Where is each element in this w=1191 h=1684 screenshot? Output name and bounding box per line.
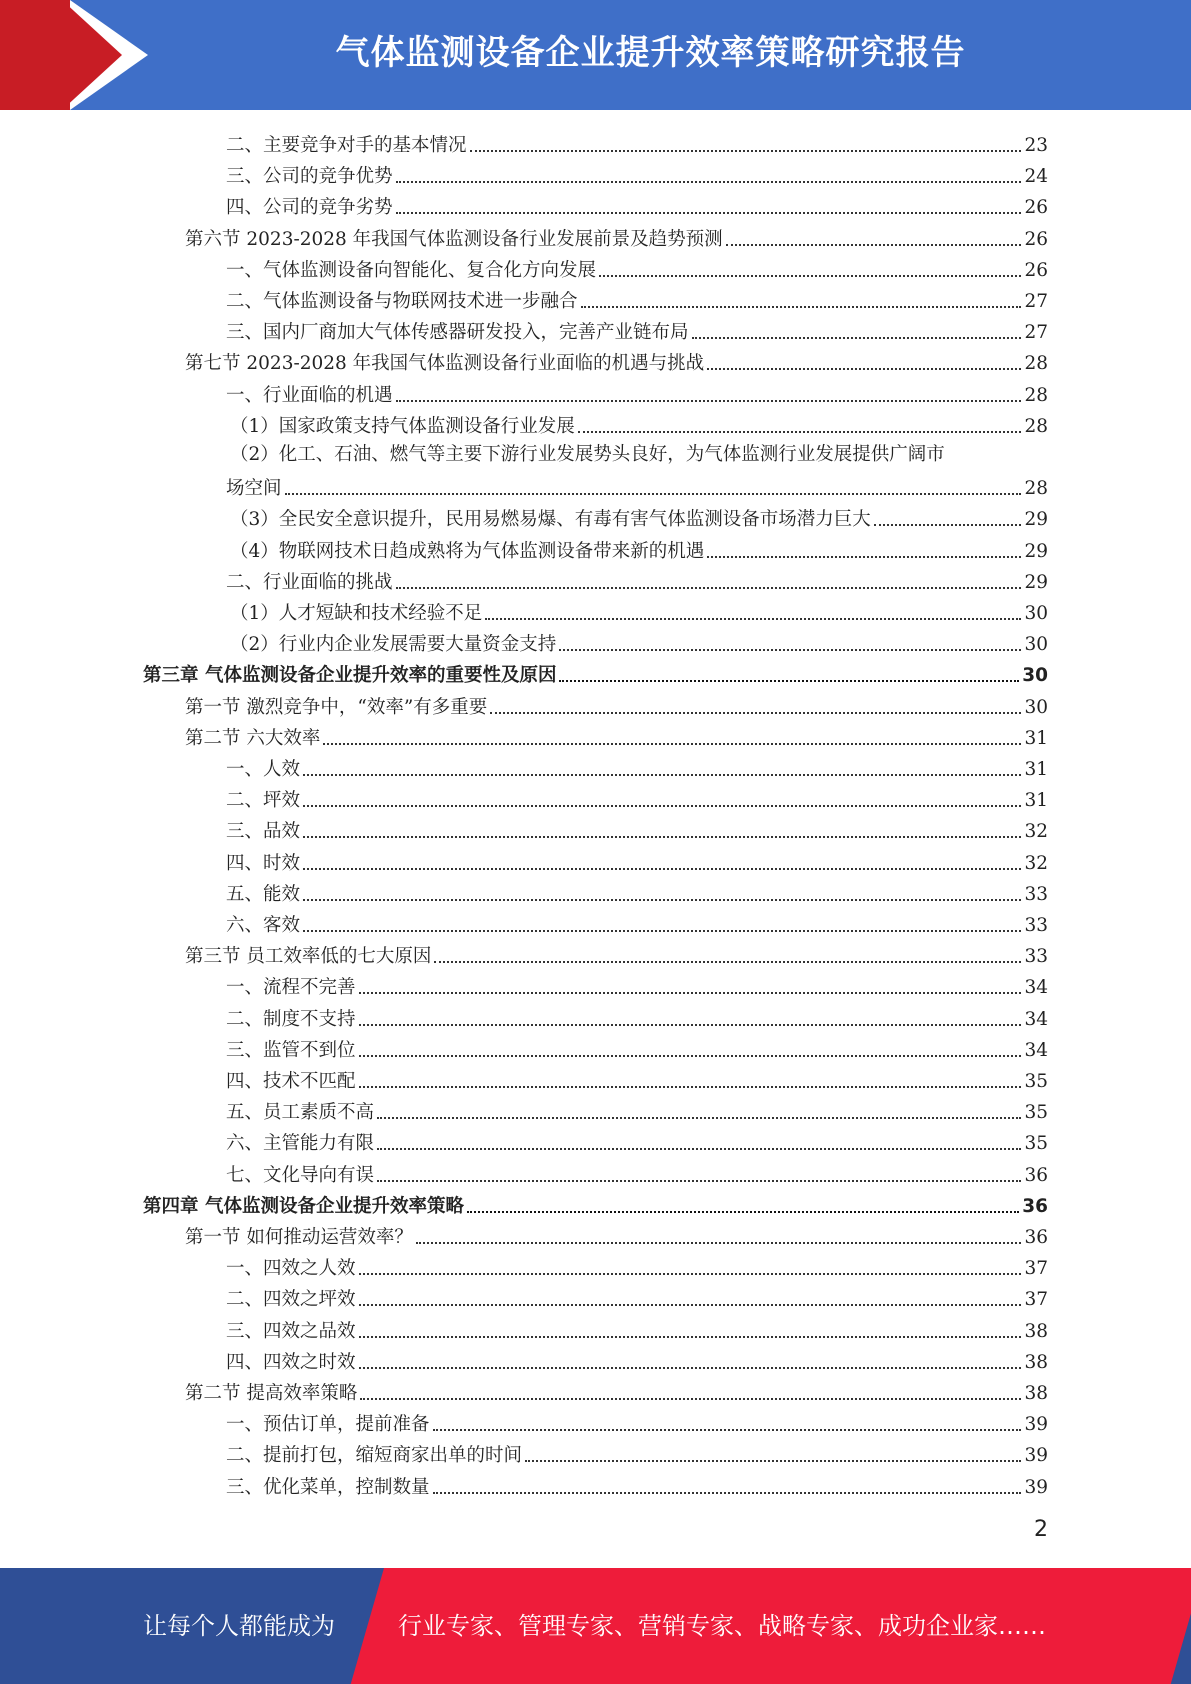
toc-page-number: 36: [1024, 1164, 1048, 1186]
toc-page-number: 27: [1024, 291, 1048, 312]
toc-entry-text: 六、主管能力有限: [226, 1133, 375, 1155]
toc-leader-dots: [303, 899, 1021, 901]
toc-leader-dots: [303, 836, 1021, 838]
toc-leader-dots: [396, 212, 1022, 214]
toc-chapter[interactable]: [143, 1188, 1048, 1219]
toc-entry[interactable]: [226, 283, 1048, 314]
toc-entry-text: 四、技术不匹配: [226, 1071, 356, 1092]
toc-page-number: 37: [1024, 1258, 1048, 1280]
toc-entry-text: 一、人效: [226, 759, 301, 780]
toc-page-number: 35: [1024, 1071, 1048, 1092]
toc-entry-text: 第一节 如何推动运营效率？: [185, 1227, 413, 1248]
toc-page-number: 39: [1024, 1476, 1048, 1498]
toc-entry[interactable]: [185, 345, 1048, 376]
toc-entry-text: （3）全民安全意识提升，民用易燃易爆、有毒有害气体监测设备市场潜力巨大: [230, 509, 871, 531]
header-red-chevron: [62, 0, 122, 110]
toc-entry-text: 一、四效之人效: [226, 1258, 356, 1280]
toc-leader-dots: [726, 244, 1022, 246]
toc-entry[interactable]: [185, 1375, 1048, 1406]
toc-leader-dots: [285, 493, 1022, 495]
toc-entry[interactable]: [226, 782, 1048, 813]
toc-leader-dots: [470, 150, 1022, 152]
toc-entry-text: 七、文化导向有误: [226, 1164, 375, 1186]
toc-leader-dots: [416, 1242, 1022, 1244]
toc-entry[interactable]: [226, 845, 1048, 876]
toc-page-number: 35: [1024, 1133, 1048, 1155]
toc-entry[interactable]: [185, 1219, 1048, 1250]
toc-page-number: 28: [1024, 384, 1048, 406]
page-number: 2: [1034, 1517, 1048, 1542]
toc-entry-text: 二、提前打包，缩短商家出单的时间: [226, 1445, 523, 1467]
toc-entry[interactable]: [226, 876, 1048, 907]
toc-entry[interactable]: [226, 1094, 1048, 1125]
toc-entry-text: 三、优化菜单，控制数量: [226, 1476, 430, 1498]
toc-page-number: 34: [1024, 977, 1048, 999]
toc-page-number: 31: [1024, 790, 1048, 812]
toc-entry[interactable]: [226, 1250, 1048, 1281]
toc-entry-text: 二、主要竞争对手的基本情况: [226, 135, 467, 156]
toc-entry-text: 第四章 气体监测设备企业提升效率策略: [143, 1195, 464, 1217]
toc-leader-dots: [359, 992, 1022, 994]
toc-entry-text: 二、坪效: [226, 790, 301, 812]
toc-page-number: 39: [1024, 1414, 1048, 1436]
toc-leader-dots: [377, 1117, 1021, 1119]
toc-leader-dots: [599, 275, 1021, 277]
toc-entry[interactable]: [226, 1063, 1048, 1094]
toc-entry[interactable]: [230, 626, 1048, 657]
toc-leader-dots: [396, 181, 1022, 183]
toc-entry-text: （2）行业内企业发展需要大量资金支持: [230, 634, 557, 656]
toc-page-number: 27: [1024, 322, 1048, 344]
toc-entry[interactable]: [230, 408, 1048, 439]
toc-leader-dots: [396, 400, 1022, 402]
toc-entry-text: 第七节 2023-2028 年我国气体监测设备行业面临的机遇与挑战: [185, 353, 705, 375]
toc-entry[interactable]: [226, 1344, 1048, 1375]
toc-entry[interactable]: [226, 1001, 1048, 1032]
toc-page-number: 26: [1024, 228, 1048, 250]
toc-entry-text: （1）人才短缺和技术经验不足: [230, 603, 483, 624]
toc-page-number: 32: [1024, 821, 1048, 843]
toc-page-number: 28: [1024, 478, 1048, 500]
toc-entry[interactable]: [226, 377, 1048, 408]
toc-entry[interactable]: [185, 720, 1048, 751]
toc-entry-text: 二、四效之坪效: [226, 1289, 356, 1311]
toc-entry-text: 第二节 提高效率策略: [185, 1383, 358, 1404]
header-red-block: [0, 0, 70, 110]
toc-leader-dots: [377, 1180, 1021, 1182]
toc-leader-dots: [303, 774, 1021, 776]
toc-entry-text: 第二节 六大效率: [185, 727, 321, 749]
toc-leader-dots: [359, 1367, 1022, 1369]
toc-page-number: 26: [1024, 197, 1048, 219]
page-footer: [0, 1568, 1191, 1684]
toc-page-number: 38: [1024, 1320, 1048, 1342]
toc-entry[interactable]: [230, 595, 1048, 626]
toc-entry[interactable]: [226, 127, 1048, 158]
toc-page-number: 38: [1024, 1351, 1048, 1373]
toc-entry-text: 五、员工素质不高: [226, 1102, 375, 1124]
toc-chapter[interactable]: [143, 657, 1048, 688]
toc-entry-text: 三、品效: [226, 821, 301, 843]
toc-entry-text: 一、行业面临的机遇: [226, 384, 393, 406]
toc-entry-text: （4）物联网技术日趋成熟将为气体监测设备带来新的机遇: [230, 540, 705, 562]
toc-leader-dots: [490, 712, 1021, 714]
toc-leader-dots: [303, 805, 1021, 807]
toc-page-number: 28: [1024, 415, 1048, 437]
toc-entry[interactable]: [226, 1157, 1048, 1188]
toc-entry-text: 第三节 员工效率低的七大原因: [185, 946, 432, 968]
toc-entry-text: 四、时效: [226, 852, 301, 874]
toc-entry[interactable]: [185, 689, 1048, 720]
toc-entry[interactable]: [226, 564, 1048, 595]
toc-entry[interactable]: [226, 1406, 1048, 1437]
toc-leader-dots: [433, 1429, 1022, 1431]
toc-entry[interactable]: [226, 751, 1048, 782]
toc-entry[interactable]: [226, 252, 1048, 283]
toc-entry[interactable]: [226, 969, 1048, 1000]
toc-entry-text: 第三章 气体监测设备企业提升效率的重要性及原因: [143, 665, 557, 687]
footer-slogan-left: 让每个人都能成为: [143, 1612, 335, 1640]
toc-page-number: 30: [1024, 634, 1048, 656]
toc-leader-dots: [485, 618, 1021, 620]
toc-leader-dots: [377, 1148, 1021, 1150]
toc-entry-text: 三、四效之品效: [226, 1320, 356, 1342]
toc-entry-text: 六、客效: [226, 915, 301, 936]
toc-leader-dots: [303, 868, 1021, 870]
toc-entry-text: 五、能效: [226, 883, 301, 905]
toc-leader-dots: [525, 1460, 1021, 1462]
toc-entry[interactable]: [230, 533, 1048, 564]
toc-entry-text: 二、气体监测设备与物联网技术进一步融合: [226, 291, 578, 312]
toc-page-number: 30: [1024, 603, 1048, 624]
toc-leader-dots: [467, 1211, 1019, 1213]
toc-entry-text: 四、公司的竞争劣势: [226, 197, 393, 219]
toc-page-number: 23: [1024, 135, 1048, 156]
toc-leader-dots: [359, 1273, 1022, 1275]
toc-entry[interactable]: [226, 1437, 1048, 1468]
toc-entry-text: 二、制度不支持: [226, 1008, 356, 1030]
toc-page-number: 32: [1024, 852, 1048, 874]
toc-entry[interactable]: [226, 1125, 1048, 1156]
toc-leader-dots: [303, 930, 1021, 932]
toc-page-number: 33: [1024, 946, 1048, 968]
toc-leader-dots: [434, 961, 1021, 963]
toc-page-number: 31: [1024, 759, 1048, 780]
toc-leader-dots: [359, 1304, 1022, 1306]
toc-entry-text: 一、预估订单，提前准备: [226, 1414, 430, 1436]
toc-entry-text: 第一节 激烈竞争中，“效率”有多重要: [185, 696, 488, 718]
toc-page-number: 31: [1024, 727, 1048, 749]
toc-page-number: 36: [1024, 1227, 1048, 1248]
toc-page-number: 29: [1024, 540, 1048, 562]
toc-page-number: 30: [1022, 665, 1048, 687]
toc-leader-dots: [692, 337, 1022, 339]
toc-entry[interactable]: [226, 1032, 1048, 1063]
page-header: [0, 0, 1191, 110]
toc-entry-text: 一、流程不完善: [226, 977, 356, 999]
toc-entry[interactable]: [226, 907, 1048, 938]
toc-entry-text: 第六节 2023-2028 年我国气体监测设备行业发展前景及趋势预测: [185, 228, 723, 250]
toc-leader-dots: [359, 1055, 1022, 1057]
toc-entry[interactable]: [226, 158, 1048, 189]
toc-entry-text: 三、监管不到位: [226, 1039, 356, 1061]
toc-leader-dots: [559, 649, 1021, 651]
toc-entry[interactable]: [226, 1469, 1048, 1500]
toc-entry-text: （2）化工、石油、燃气等主要下游行业发展势头良好，为气体监测行业发展提供广阔市: [230, 444, 945, 465]
report-title: 气体监测设备企业提升效率策略研究报告: [335, 33, 966, 73]
toc-page-number: 28: [1024, 353, 1048, 375]
footer-slogan-right: 行业专家、管理专家、营销专家、战略专家、成功企业家……: [398, 1612, 1046, 1640]
toc-leader-dots: [359, 1024, 1022, 1026]
toc-entry[interactable]: [185, 938, 1048, 969]
toc-leader-dots: [874, 524, 1022, 526]
toc-page-number: 26: [1024, 259, 1048, 281]
toc-entry-text: 三、公司的竞争优势: [226, 166, 393, 188]
toc-page-number: 24: [1024, 166, 1048, 188]
toc-entry-text: 三、国内厂商加大气体传感器研发投入，完善产业链布局: [226, 322, 689, 344]
toc-entry[interactable]: [230, 501, 1048, 532]
toc-leader-dots: [707, 556, 1021, 558]
toc-page-number: 34: [1024, 1008, 1048, 1030]
toc-entry[interactable]: [226, 1313, 1048, 1344]
toc-page-number: 37: [1024, 1289, 1048, 1311]
toc-entry[interactable]: [226, 1281, 1048, 1312]
toc-entry[interactable]: [226, 470, 1048, 501]
toc-leader-dots: [396, 587, 1022, 589]
toc-page-number: 33: [1024, 915, 1048, 936]
toc-leader-dots: [360, 1398, 1021, 1400]
toc-leader-dots: [359, 1336, 1022, 1338]
toc-leader-dots: [707, 368, 1021, 370]
toc-entry-text: 一、气体监测设备向智能化、复合化方向发展: [226, 259, 597, 281]
toc-page-number: 36: [1022, 1195, 1048, 1217]
toc-page-number: 29: [1024, 509, 1048, 531]
toc-entry-text: 二、行业面临的挑战: [226, 571, 393, 593]
toc-page-number: 35: [1024, 1102, 1048, 1124]
toc-page-number: 33: [1024, 883, 1048, 905]
toc-entry[interactable]: [226, 314, 1048, 345]
toc-entry[interactable]: [226, 189, 1048, 220]
toc-entry-text: 场空间: [226, 478, 282, 500]
toc-page-number: 38: [1024, 1383, 1048, 1404]
toc-page-number: 39: [1024, 1445, 1048, 1467]
toc-page-number: 29: [1024, 571, 1048, 593]
toc-leader-dots: [359, 1086, 1022, 1088]
toc-leader-dots: [578, 431, 1022, 433]
toc-entry[interactable]: [185, 221, 1048, 252]
toc-entry[interactable]: [226, 813, 1048, 844]
toc-entry-text: （1）国家政策支持气体监测设备行业发展: [230, 415, 575, 437]
toc-leader-dots: [323, 743, 1021, 745]
toc-entry-text: 四、四效之时效: [226, 1351, 356, 1373]
toc-leader-dots: [433, 1492, 1022, 1494]
toc-page-number: 34: [1024, 1039, 1048, 1061]
toc-leader-dots: [559, 680, 1019, 682]
toc-page-number: 30: [1024, 696, 1048, 718]
toc-leader-dots: [581, 306, 1022, 308]
